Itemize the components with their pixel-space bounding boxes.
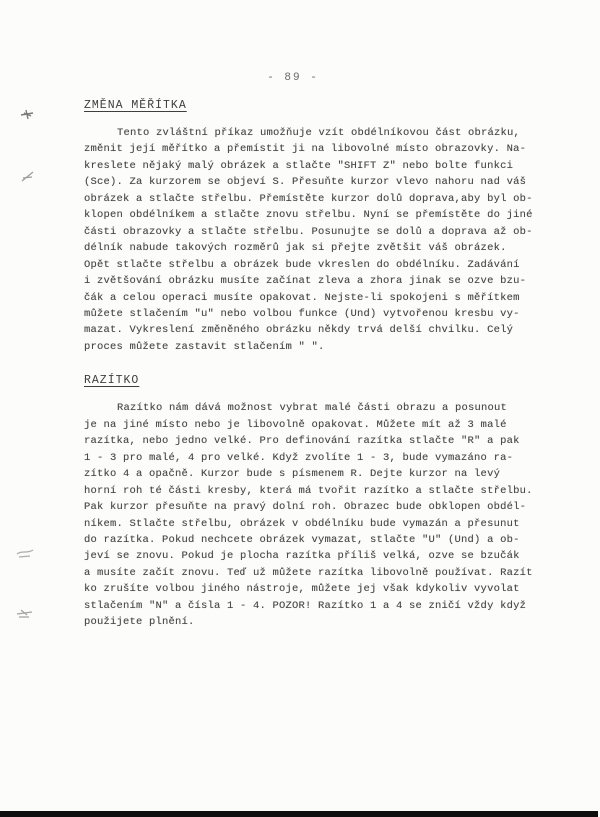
text-line: a musíte začít znovu. Teď už můžete razítka libovolně používat. Razít [84,566,533,579]
section-razitko [84,374,544,630]
text-line: použijete plnění. [84,616,195,629]
text-line: i zvětšování obrázku musíte začínat zleva a zhora jinak se ozve bzu- [84,275,527,288]
pencil-scribble-icon [19,169,36,189]
text-line: horní roh té části kresby, která má tvořit razítko a stlačte střelbu. [84,484,533,497]
text-line: klopen obdélníkem a stlačte znovu střelbu. Nyní se přemístěte do jiné [84,209,533,222]
text-line: obrázek a stlačte střelbu. Přemístěte kurzor dolů doprava,aby byl ob- [84,192,533,205]
text-line: ko zrušíte volbou jiného nástroje, můžete jej však kdykoliv vyvolat [84,583,520,596]
text-line: mazat. Vykreslení změněného obrázku někdy trvá delší chvilku. Celý [84,324,514,337]
text-line: razítka, nebo jedno velké. Pro definování razítka stlačte "R" a pak [84,435,520,448]
paragraph [84,400,544,630]
text-line: Pak kurzor přesuňte na pravý dolní roh. Obrazec bude obklopen obdél- [84,501,527,514]
text-line: Opět stlačte střelbu a obrázek bude vkreslen do obdélníku. Zadávání [84,258,520,271]
text-line: Tento zvláštní příkaz umožňuje vzít obdélníkovou část obrázku, [117,127,521,139]
section-heading: RAZÍTKO [84,374,140,388]
pencil-scribble-icon [19,107,35,126]
text-line: čák a celou operaci musíte opakovat. Nejste-li spokojeni s měřítkem [84,291,520,304]
text-line: délník nabude takových rozměrů jak si přejte zvětšit váš obrázek. [84,242,507,255]
pencil-scribble-icon [15,607,35,625]
text-line: změnit její měřítko a přemístit ji na libovolné místo obrazovky. Na- [84,143,527,156]
paragraph [84,125,544,355]
section-zmena-meritka [84,99,544,355]
text-line: níkem. Stlačte střelbu, obrázek v obdélníku bude vymazán a přesunut [84,517,520,530]
text-line: je na jiné místo nebo je libovolně opakovat. Můžete mít až 3 malé [84,418,507,431]
text-line: 1 - 3 pro malé, 4 pro velké. Když zvolíte 1 - 3, bude vymazáno ra- [84,451,514,464]
text-line: Razítko nám dává možnost vybrat malé části obrazu a posunout [117,402,508,415]
text-line: můžete stlačením "u" nebo volbou funkce (Und) vytvořenou kresbu vy- [84,307,520,320]
text-line: proces můžete zastavit stlačením " ". [84,340,325,353]
text-line: jeví se znovu. Pokud je plocha razítka příliš velká, ozve se bzučák [84,550,520,563]
text-line: do razítka. Pokud nechcete obrázek vymazat, stlačte "U" (Und) a ob- [84,533,520,546]
text-line: části obrazovky a stlačte střelbu. Posunujte se dolů a doprava až ob- [84,225,533,238]
text-line: zítko 4 a opačně. Kurzor bude s písmenem R. Dejte kurzor na levý [84,468,501,481]
text-line: (Sce). Za kurzorem se objeví S. Přesuňte kurzor vlevo nahoru nad váš [84,176,527,189]
page-number: - 89 - [267,72,319,84]
pencil-scribble-icon [15,547,35,565]
text-line: kreslete nějaký malý obrázek a stlačte "SHIFT Z" nebo bolte funkci [84,159,514,172]
section-heading: ZMĚNA MĚŘÍTKA [84,99,187,112]
text-line: stlačením "N" a čísla 1 - 4. POZOR! Razítko 1 a 4 se zničí vždy když [84,599,527,612]
scan-edge-artifact [0,811,598,817]
page-content [84,99,544,647]
